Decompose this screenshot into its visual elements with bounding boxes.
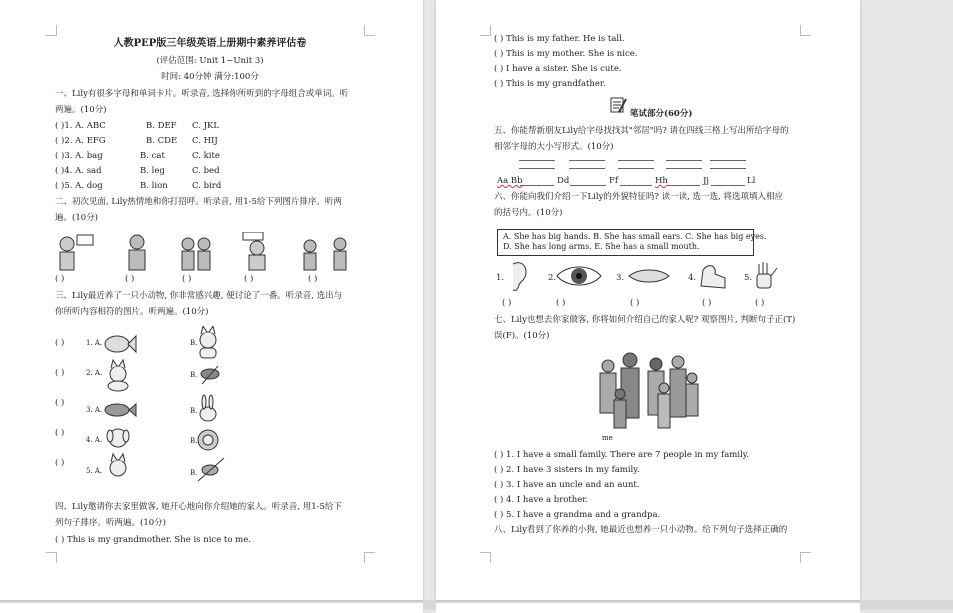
next-page-left-edge — [0, 603, 423, 613]
answer-line[interactable] — [570, 185, 606, 186]
crop-mark — [46, 25, 57, 36]
option-label: B. — [190, 371, 198, 379]
answer-line[interactable] — [520, 185, 554, 186]
document-page-1 — [0, 0, 423, 600]
greeting-picture-2 — [129, 235, 145, 270]
section-4-item: ( ) This is my mother. She is nice. — [494, 49, 638, 59]
answer-blank[interactable]: ( ) — [55, 368, 65, 378]
fish-picture — [105, 336, 136, 352]
answer-blank[interactable]: ( ) — [755, 298, 765, 308]
option-label: B. — [190, 437, 198, 445]
answer-line[interactable] — [668, 185, 700, 186]
item-number: 1. — [496, 273, 505, 283]
section-4-item: ( ) This is my father. He is tall. — [494, 34, 625, 44]
q1-b: B. DEF — [146, 121, 177, 131]
answer-blank[interactable]: ( ) — [55, 428, 65, 438]
writing-line — [618, 160, 654, 161]
cat-picture — [108, 360, 128, 391]
greeting-picture-3 — [182, 238, 210, 270]
greeting-picture-4 — [243, 232, 265, 270]
section-6-heading: 六、你能向我们介绍一下Lily的外貌特征吗? 读一读, 选一选, 将选项填入相应 — [494, 192, 783, 202]
section-7-heading: 七、Lily也想去你家做客, 你将如何介绍自己的家人呢? 观察图片, 判断句子正(T) — [494, 315, 796, 325]
answer-blank[interactable]: ( ) — [502, 298, 512, 308]
dog-picture — [107, 429, 129, 447]
q3-c: C. kite — [192, 151, 220, 161]
section-6-heading-cont: 的括号内。(10分) — [494, 208, 563, 218]
crop-mark — [480, 552, 491, 563]
crop-mark — [800, 552, 811, 563]
q2-b: B. CDE — [146, 136, 178, 146]
written-part-heading: 笔试部分(60分) — [630, 109, 693, 119]
answer-blank[interactable]: ( ) — [55, 274, 65, 284]
q5-b: B. lion — [140, 181, 168, 191]
options-line-2: D. She has long arms. E. She has a small mouth. — [503, 242, 700, 251]
exam-time: 时间: 40分钟 满分:100分 — [161, 72, 259, 82]
answer-blank[interactable]: ( ) — [55, 338, 65, 348]
q5-a: ( )5. A. dog — [55, 181, 103, 191]
section-2-heading-cont: 遍。(10分) — [55, 213, 98, 223]
section-7-item: ( ) 5. I have a grandma and a grandpa. — [494, 510, 661, 520]
crop-mark — [800, 25, 811, 36]
greeting-picture-1 — [60, 235, 93, 270]
cat-picture — [110, 454, 126, 476]
writing-line — [519, 168, 555, 169]
eye-picture — [557, 267, 601, 285]
option-label: B. — [190, 339, 198, 347]
section-1-heading: 一、Lily有很多字母和单词卡片。听录音, 选择你所听到的字母组合或单词。听 — [55, 89, 349, 99]
writing-line — [666, 168, 702, 169]
section-3-heading-cont: 你所听内容相符的图片。听两遍。(10分) — [55, 307, 209, 317]
crop-mark — [364, 25, 375, 36]
option-label: 4. A. — [86, 436, 103, 444]
page-title: 人教PEP版三年级英语上册期中素养评估卷 — [113, 38, 307, 49]
greeting-pictures — [55, 232, 365, 274]
answer-blank[interactable]: ( ) — [702, 298, 712, 308]
q2-a: ( )2. A. EFG — [55, 136, 106, 146]
option-label: 3. A. — [86, 406, 103, 414]
q1-a: ( )1. A. ABC — [55, 121, 106, 131]
arm-picture — [701, 266, 725, 288]
options-line-1: A. She has big hands. B. She has small ears. C. She has big eyes. — [503, 232, 767, 241]
section-7-item: ( ) 3. I have an uncle and an aunt. — [494, 480, 640, 490]
bird-picture — [201, 366, 219, 384]
q4-c: C. bed — [192, 166, 220, 176]
section-1-heading-cont: 两遍。(10分) — [55, 105, 107, 115]
answer-blank[interactable]: ( ) — [55, 398, 65, 408]
writing-line — [618, 168, 654, 169]
q4-b: B. leg — [140, 166, 165, 176]
writing-line — [519, 160, 555, 161]
item-number: 5. — [744, 273, 753, 283]
section-5-heading-cont: 相邻字母的大小写形式。(10分) — [494, 142, 614, 152]
option-label: 5. A. — [86, 467, 103, 475]
writing-line — [666, 160, 702, 161]
next-page-right-edge — [436, 603, 860, 613]
exam-scope: (评估范围: Unit 1~Unit 3) — [156, 56, 264, 66]
given-letters: Ll — [747, 176, 756, 186]
writing-line — [710, 168, 746, 169]
section-4-item: ( ) I have a sister. She is cute. — [494, 64, 622, 74]
ear-picture — [513, 263, 526, 291]
option-label: B. — [190, 407, 198, 415]
item-number: 2. — [548, 273, 557, 283]
hand-picture — [757, 262, 777, 288]
section-4-heading: 四、Lily邀请你去家里做客, 她开心地向你介绍她的家人。听录音, 用1-5给下 — [55, 502, 342, 512]
item-number: 4. — [688, 273, 697, 283]
answer-blank[interactable]: ( ) — [125, 274, 135, 284]
option-label: 2. A. — [86, 369, 103, 377]
section-2-heading: 二、初次见面, Lily热情地和你打招呼。听录音, 用1-5给下列图片排序。听两 — [55, 197, 342, 207]
item-number: 3. — [616, 273, 625, 283]
animal-pictures — [100, 326, 230, 488]
crop-mark — [364, 552, 375, 563]
option-label: B. — [190, 469, 198, 477]
section-5-heading: 五、你能帮新朋友Lily给字母找找其"邻居"吗? 请在四线三格上写出所给字母的 — [494, 126, 789, 136]
answer-line[interactable] — [620, 185, 652, 186]
crop-mark — [480, 25, 491, 36]
answer-blank[interactable]: ( ) — [556, 298, 566, 308]
me-label: me — [602, 434, 613, 442]
answer-blank[interactable]: ( ) — [630, 298, 640, 308]
answer-blank[interactable]: ( ) — [55, 458, 65, 468]
writing-line — [569, 160, 605, 161]
writing-line — [569, 168, 605, 169]
pencil-paper-icon — [609, 96, 627, 114]
answer-blank[interactable]: ( ) — [244, 274, 254, 284]
section-7-item: ( ) 1. I have a small family. There are 7 people in my family. — [494, 450, 750, 460]
section-8-heading: 八、Lily看到了你养的小狗, 她最近也想养一只小动物。给下列句子选择正确的 — [494, 525, 788, 535]
crop-mark — [46, 552, 57, 563]
q4-a: ( )4. A. sad — [55, 166, 102, 176]
cat-picture — [200, 326, 216, 358]
bird-picture — [198, 458, 224, 481]
greeting-picture-5 — [304, 238, 346, 270]
section-4-item: ( ) This is my grandfather. — [494, 79, 606, 89]
section-4-heading-cont: 列句子排序。听两遍。(10分) — [55, 518, 166, 528]
body-part-pictures — [505, 260, 785, 294]
rabbit-picture — [200, 395, 216, 421]
q3-b: B. cat — [140, 151, 165, 161]
q1-c: C. JKL — [192, 121, 220, 131]
answer-blank[interactable]: ( ) — [182, 274, 192, 284]
section-7-heading-cont: 误(F)。(10分) — [494, 331, 550, 341]
fish-picture — [105, 404, 136, 416]
given-letters: Ff — [609, 176, 619, 186]
family-picture — [596, 348, 700, 440]
answer-line[interactable] — [711, 185, 745, 186]
mouth-picture — [629, 270, 669, 282]
answer-blank[interactable]: ( ) — [308, 274, 318, 284]
q2-c: C. HIJ — [192, 136, 218, 146]
given-letters: Hh — [655, 176, 668, 186]
writing-line — [710, 160, 746, 161]
section-7-item: ( ) 4. I have a brother. — [494, 495, 589, 505]
given-letters: Aa Bb — [497, 176, 523, 186]
q3-a: ( )3. A. bag — [55, 151, 103, 161]
q5-c: C. bird — [192, 181, 222, 191]
section-4-item: ( ) This is my grandmother. She is nice to me. — [55, 535, 251, 545]
section-7-item: ( ) 2. I have 3 sisters in my family. — [494, 465, 640, 475]
given-letters: Dd — [557, 176, 570, 186]
given-letters: Jj — [703, 176, 710, 186]
section-3-heading: 三、Lily最近养了一只小动物, 你非常感兴趣, 便讨论了一番。听录音, 选出与 — [55, 291, 343, 301]
option-label: 1. A. — [86, 339, 103, 347]
lion-picture — [198, 430, 218, 450]
